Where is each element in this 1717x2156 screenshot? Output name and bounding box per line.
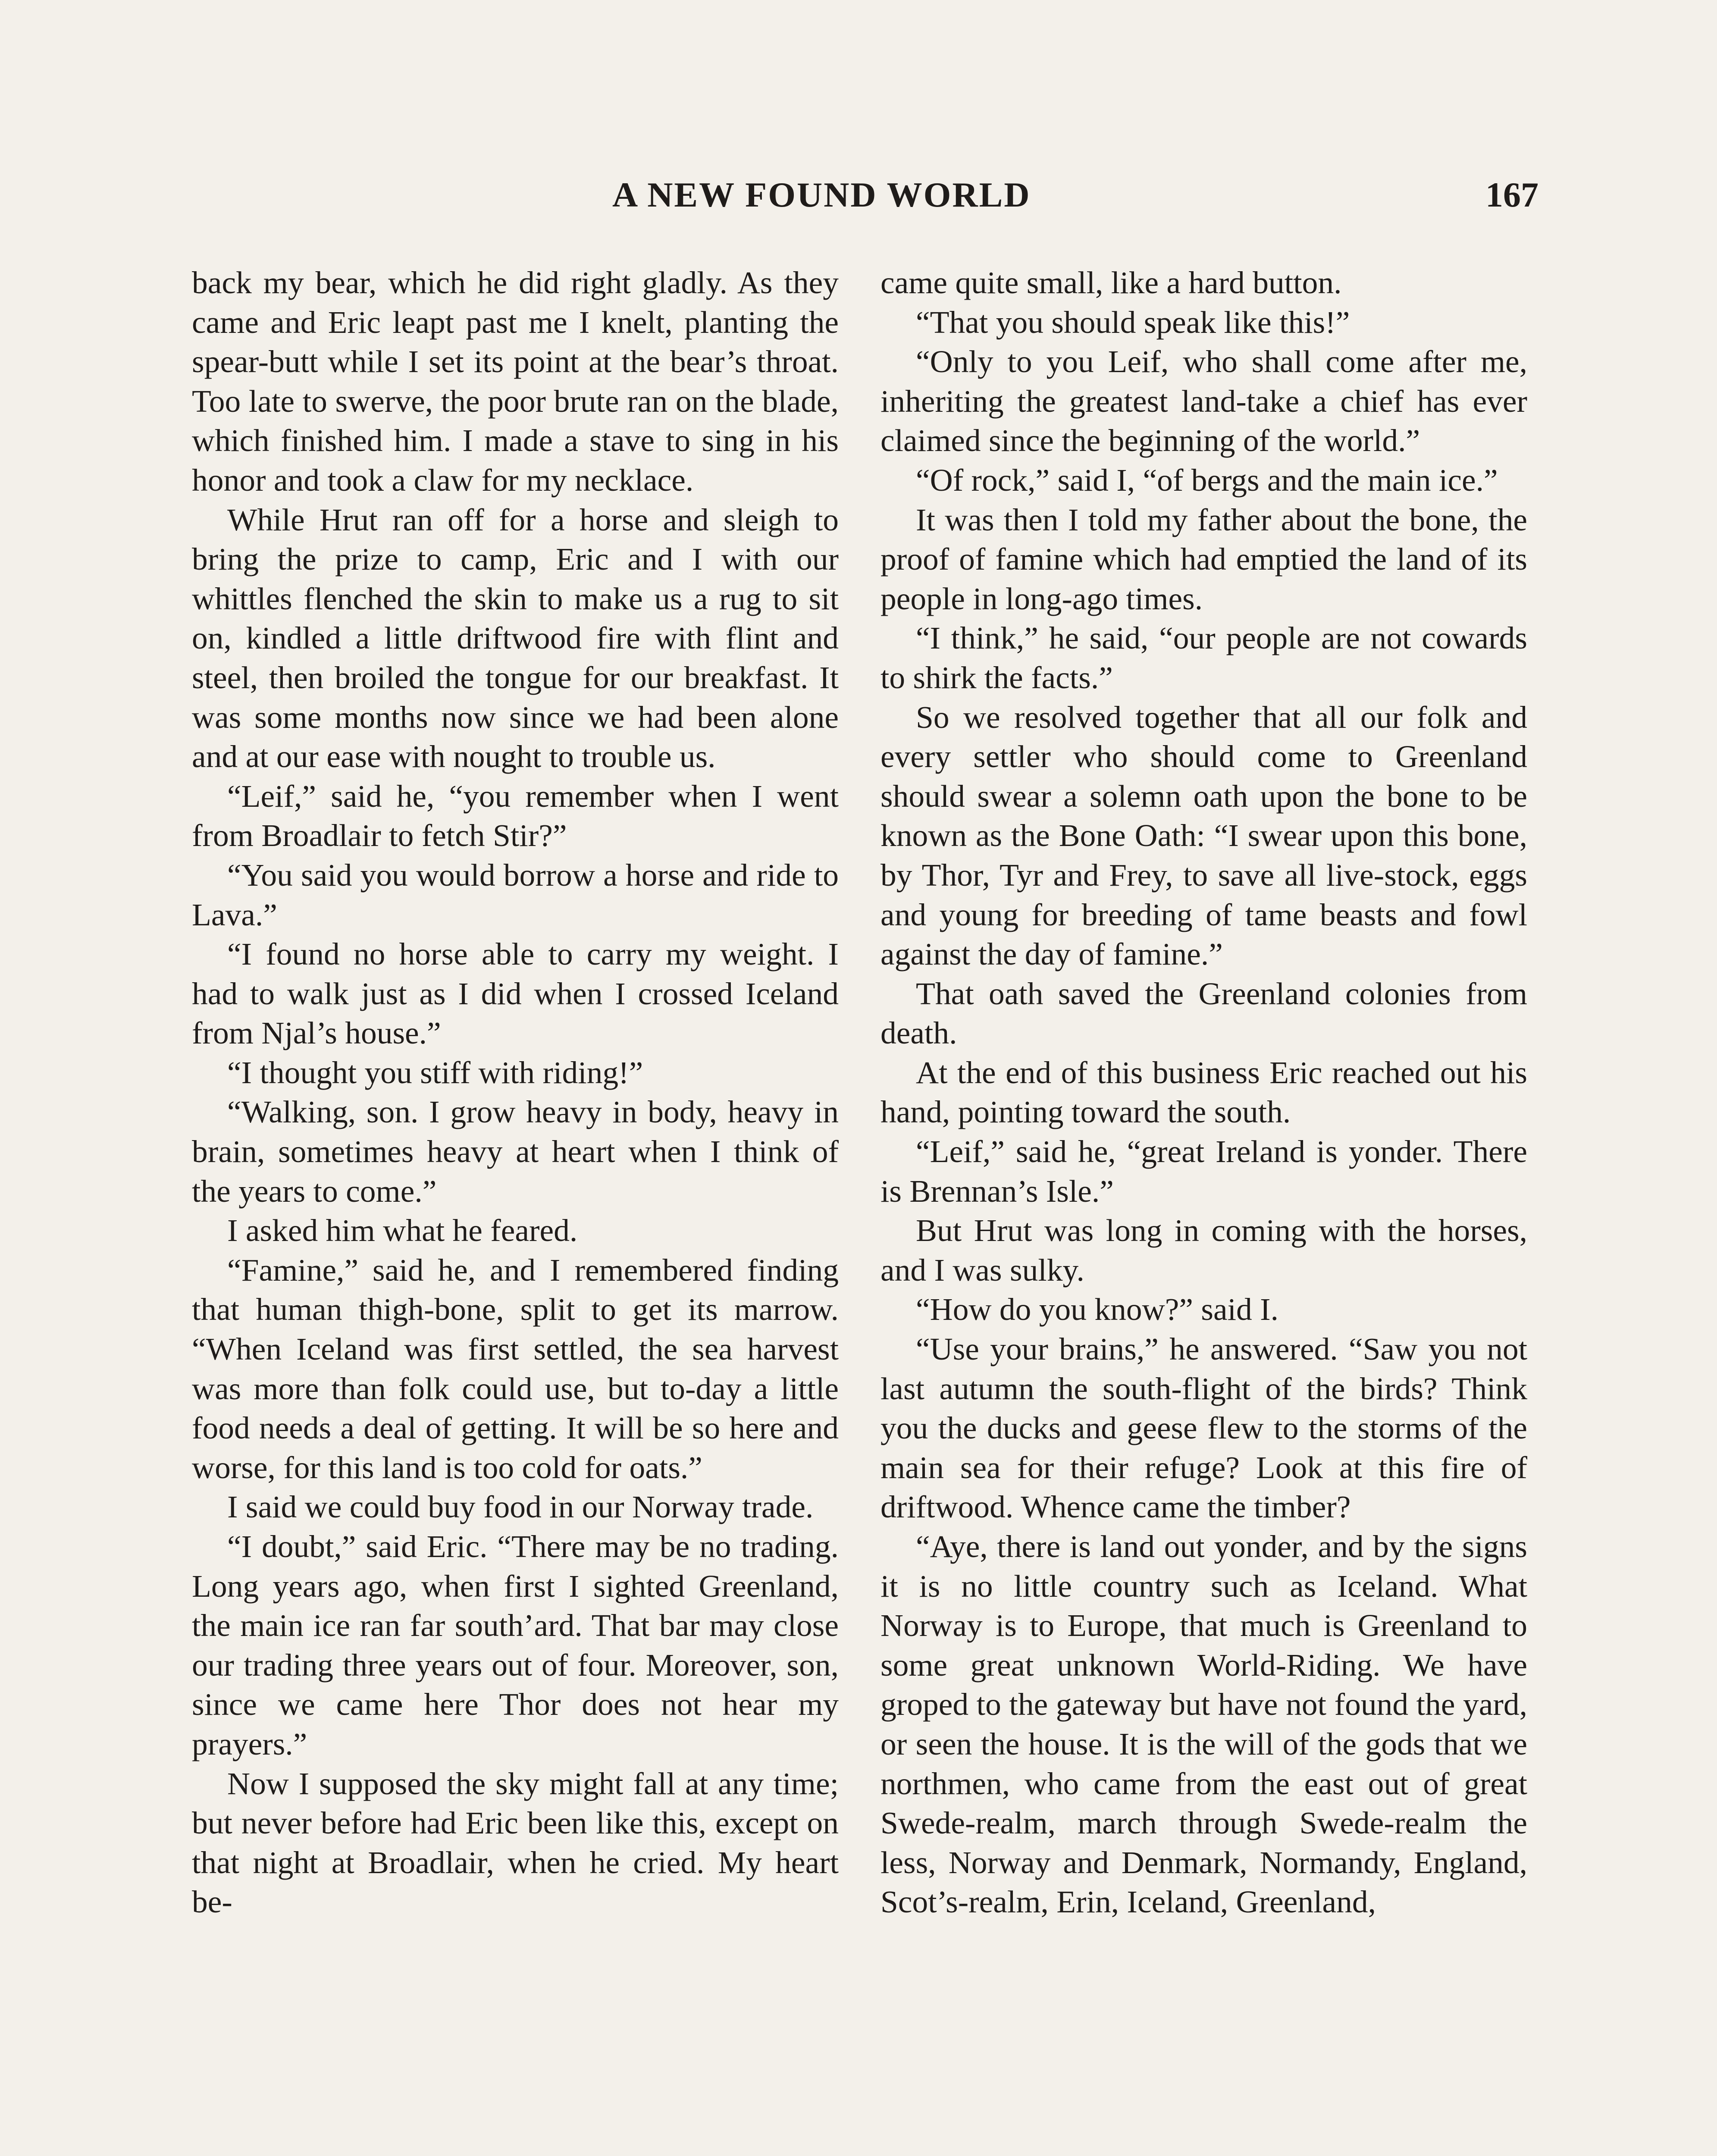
paragraph: “Only to you Leif, who shall come after me, inheriting the greatest land-take a chief has ever claimed since the beginning of the world.” (880, 344, 1527, 458)
paragraph: “I think,” he said, “our people are not cowards to shirk the facts.” (880, 620, 1527, 695)
paragraph: It was then I told my father about the bone, the proof of famine which had emptied the land of its people in long-ago times. (880, 502, 1527, 616)
paragraph: “Walking, son. I grow heavy in body, heavy in brain, sometimes heavy at heart when I think of the years to come.” (192, 1094, 839, 1209)
paragraph: “How do you know?” said I. (916, 1292, 1278, 1327)
paragraph: back my bear, which he did right gladly. As they came and Eric leapt past me I knelt, planting the spear-butt while I set its point at the bear’s throat. Too late to swerve, the poor brute ran on the blade, which finished him. I made a stave to sing in his honor and took a claw for my necklace. (192, 265, 839, 498)
left-column (192, 263, 839, 1922)
right-column (880, 263, 1527, 1922)
paragraph: came quite small, like a hard button. (880, 265, 1342, 300)
running-head: A NEW FOUND WORLD (612, 175, 1031, 214)
paragraph: So we resolved together that all our folk and every settler who should come to Greenland should swear a solemn oath upon the bone to be known as the Bone Oath: “I swear upon this bone, by Thor, Tyr and Frey, to save all live-stock, eggs and young for breeding of tame beasts and fowl against the day of famine.” (880, 699, 1527, 972)
paragraph: “That you should speak like this!” (916, 304, 1350, 340)
paragraph: “Of rock,” said I, “of bergs and the main ice.” (916, 462, 1498, 498)
paragraph: While Hrut ran off for a horse and sleigh to bring the prize to camp, Eric and I with our whittles flenched the skin to make us a rug to sit on, kindled a little driftwood fire with flint and steel, then broiled the tongue for our breakfast. It was some months now since we had been alone and at our ease with nought to trouble us. (192, 502, 839, 774)
paragraph: But Hrut was long in coming with the horses, and I was sulky. (880, 1213, 1527, 1288)
paragraph: “I thought you stiff with riding!” (227, 1055, 643, 1090)
paragraph: At the end of this business Eric reached out his hand, pointing toward the south. (880, 1055, 1527, 1130)
paragraph: “I found no horse able to carry my weight. I had to walk just as I did when I crossed Iceland from Njal’s house.” (192, 937, 839, 1051)
paragraph: I asked him what he feared. (227, 1213, 578, 1248)
paragraph: “Leif,” said he, “great Ireland is yonder. There is Brennan’s Isle.” (880, 1134, 1527, 1209)
paragraph: “Leif,” said he, “you remember when I went from Broadlair to fetch Stir?” (192, 778, 839, 853)
paragraph: “Aye, there is land out yonder, and by the signs it is no little country such as Iceland. What Norway is to Europe, that much is Greenland to some great unknown World-Riding. We have groped to the gateway but have not found the yard, or seen the house. It is the will of the gods that we northmen, who came from the east out of great Swede-realm, march through Swede-realm the less, Norway and Denmark, Normandy, England, Scot’s-realm, Erin, Iceland, Greenland, (880, 1529, 1527, 1920)
paragraph: “I doubt,” said Eric. “There may be no trading. Long years ago, when first I sighted Greenland, the main ice ran far south’ard. That bar may close our trading three years out of four. Moreover, son, since we came here Thor does not hear my prayers.” (192, 1529, 839, 1761)
page-number: 167 (1485, 175, 1538, 214)
paragraph: “Use your brains,” he answered. “Saw you not last autumn the south-flight of the birds? Think you the ducks and geese flew to the storms of the main sea for their refuge? Look at this fire of driftwood. Whence came the timber? (880, 1332, 1527, 1525)
paragraph: “You said you would borrow a horse and ride to Lava.” (192, 857, 839, 932)
paragraph: “Famine,” said he, and I remembered finding that human thigh-bone, split to get its marrow. “When Iceland was first settled, the sea harvest was more than folk could use, but to-day a little food needs a deal of getting. It will be so here and worse, for this land is too cold for oats.” (192, 1252, 839, 1485)
paragraph: I said we could buy food in our Norway trade. (227, 1489, 814, 1525)
paragraph: Now I supposed the sky might fall at any time; but never before had Eric been like this, except on that night at Broadlair, when he cried. My heart be- (192, 1766, 839, 1920)
paragraph: That oath saved the Greenland colonies from death. (880, 976, 1527, 1051)
